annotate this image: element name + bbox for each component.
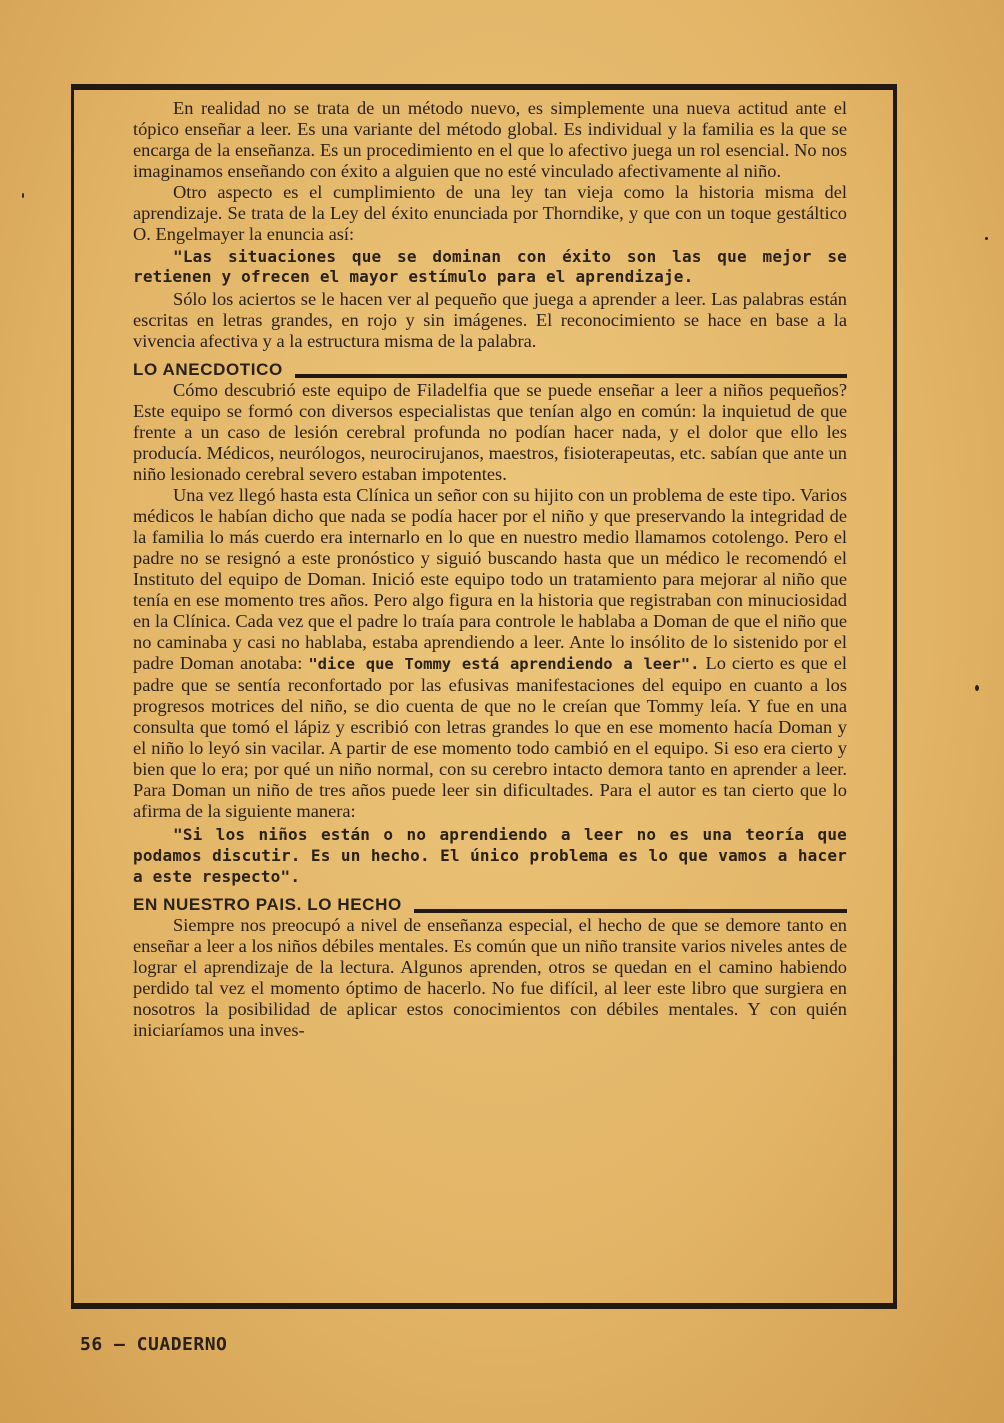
paragraph-text: Una vez llegó hasta esta Clínica un señor con su hijito con un problema de este tipo. Varios médicos le habían dicho que nada se podía hacer por el niño y que preservando la integridad de la familia lo más cuerdo era internarlo en lo que en nuestro medio llamamos cotolengo. Pero el padre no se resignó a este pronóstico y siguió buscando hasta que un médico le recomendó el Instituto del equipo de Doman. Inició este equipo todo un tratamiento para mejorar al niño que tenía en ese momento tres años. Pero algo figura en la historia que registraban con minuciosidad en la Clínica. Cada vez que el padre lo traía para controle le hablaba a Doman de que el niño que no caminaba y casi no hablaba, estaba aprendiendo a leer. Ante lo insólito de lo sistenido por el padre Doman anotaba: [133,485,847,673]
inline-quote: "dice que Tommy está aprendiendo a leer". [308,655,700,673]
paper-speck [975,685,979,691]
section-heading [133,893,847,915]
quote-block: "Las situaciones que se dominan con éxito son las que mejor se retienen y ofrecen el mayor estímulo para el aprendizaje. [133,247,847,286]
section-title: EN NUESTRO PAIS. LO HECHO [133,895,402,914]
paragraph: Cómo descubrió este equipo de Filadelfia que se puede enseñar a leer a niños pequeños? Este equipo se formó con diversos especialistas que tenían algo en común: la inquietud de que frente a un caso de lesión cerebral profunda no podían hacer nada, y el dolor que ello les producía. Médicos, neurólogos, neurocirujanos, maestros, fisioterapeutas, etc. sabían que ante un niño lesionado cerebral severo estaban impotentes. [133,380,847,484]
paragraph: Sólo los aciertos se le hacen ver al pequeño que juega a aprender a leer. Las palabras están escritas en letras grandes, en rojo y sin imágenes. El reconocimiento se hace en base a la vivencia afectiva y a la estructura misma de la palabra. [133,289,847,351]
quote-block: "Si los niños están o no aprendiendo a leer no es una teoría que podamos discutir. Es un hecho. El único problema es lo que vamos a hacer a este respecto". [133,825,847,886]
article-body [133,98,847,1041]
paragraph-text: Lo cierto es que el padre que se sentía reconfortado por las efusivas manifestaciones del equipo en cuanto a los progresos motrices del niño, se dio cuenta de que no le creían que Tommy leía. Y fue en una consulta que tomó el lápiz y escribió con letras grandes lo que en ese momento hacía Doman y el niño lo leyó sin vacilar. A partir de ese momento todo cambió en el equipo. Si eso era cierto y bien que lo era; por qué un niño normal, con su cerebro intacto demora tanto en aprender a leer. Para Doman un niño de tres años puede leer sin dificultades. Para el autor es tan cierto que lo afirma de la siguiente manera: [133,653,847,821]
paragraph [133,485,847,822]
paragraph: Siempre nos preocupó a nivel de enseñanza especial, el hecho de que se demore tanto en enseñar a leer a los niños débiles mentales. Es común que un niño transite varios niveles antes de lograr el aprendizaje de la lectura. Algunos aprenden, otros se quedan en el camino habiendo perdido tal vez el momento óptimo de hacerlo. No fue difícil, al leer este libro que surgiera en nosotros la posibilidad de aplicar estos conocimientos con débiles mentales. Y con quién iniciaríamos una inves- [133,915,847,1040]
paper-speck [22,193,24,198]
heading-rule [414,909,847,913]
page-footer: 56 — CUADERNO [80,1334,228,1355]
paper-speck [985,237,988,240]
section-title: LO ANECDOTICO [133,360,283,379]
paragraph: En realidad no se trata de un método nuevo, es simplemente una nueva actitud ante el tópico enseñar a leer. Es una variante del método global. Es individual y la familia es la que se encarga de la enseñanza. Es un procedimiento en el que lo afectivo juega un rol esencial. No nos imaginamos enseñando con éxito a alguien que no esté vinculado afectivamente al niño. [133,98,847,181]
heading-rule [295,374,847,378]
section-heading [133,358,847,380]
paragraph: Otro aspecto es el cumplimiento de una ley tan vieja como la historia misma del aprendizaje. Se trata de la Ley del éxito enunciada por Thorndike, y que con un toque gestáltico O. Engelmayer la enuncia así: [133,182,847,244]
